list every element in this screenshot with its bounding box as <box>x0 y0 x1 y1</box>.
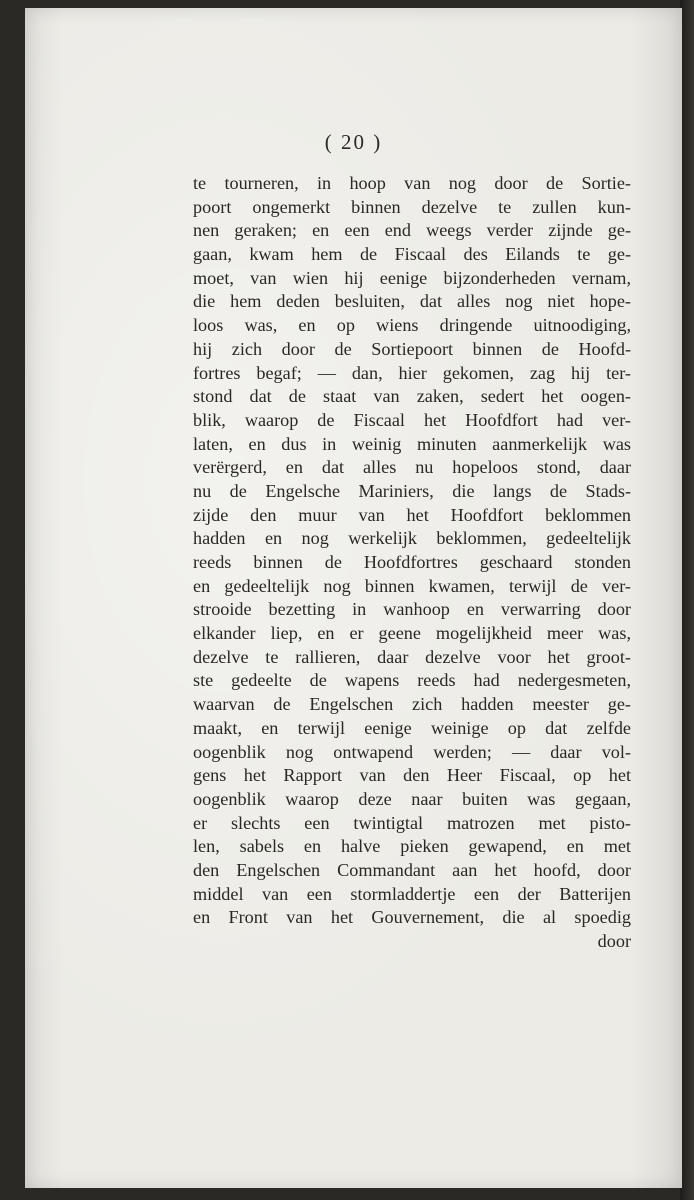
text-line: len, sabels en halve pieken gewapend, en met <box>193 836 631 857</box>
body-text <box>193 172 631 954</box>
text-line: waarvan de Engelschen zich hadden meester ge- <box>193 694 631 715</box>
text-line: die hem deden besluiten, dat alles nog niet hope- <box>193 291 631 312</box>
text-line: en gedeeltelijk nog binnen kwamen, terwijl de ver- <box>193 575 631 596</box>
text-line: nu de Engelsche Mariniers, die langs de Stads- <box>193 480 631 501</box>
text-line: nen geraken; en een end weegs verder zijnde ge- <box>193 220 631 241</box>
text-line: fortres begaf; — dan, hier gekomen, zag hij ter- <box>193 362 631 383</box>
text-line: moet, van wien hij eenige bijzonderheden vernam, <box>193 267 631 288</box>
text-line: blik, waarop de Fiscaal het Hoofdfort had ver- <box>193 409 631 430</box>
text-line: en Front van het Gouvernement, die al spoedig <box>193 907 631 928</box>
text-line: gens het Rapport van den Heer Fiscaal, op het <box>193 765 631 786</box>
book-page <box>25 8 682 1188</box>
text-line: ste gedeelte de wapens reeds had nedergesmeten, <box>193 670 631 691</box>
text-line: hij zich door de Sortiepoort binnen de Hoofd- <box>193 338 631 359</box>
page-number: ( 20 ) <box>324 130 383 154</box>
text-line: oogenblik waarop deze naar buiten was gegaan, <box>193 788 631 809</box>
text-line: poort ongemerkt binnen dezelve te zullen kun- <box>193 196 631 217</box>
text-line: dezelve te rallieren, daar dezelve voor het groot- <box>193 646 631 667</box>
text-line: maakt, en terwijl eenige weinige op dat zelfde <box>193 717 631 738</box>
text-line: gaan, kwam hem de Fiscaal des Eilands te ge- <box>193 244 631 265</box>
text-line: loos was, en op wiens dringende uitnoodiging, <box>193 315 631 336</box>
text-line: oogenblik nog ontwapend werden; — daar vol- <box>193 741 631 762</box>
text-line: elkander liep, en er geene mogelijkheid meer was, <box>193 623 631 644</box>
text-line: te tourneren, in hoop van nog door de Sortie- <box>193 173 631 193</box>
text-line: middel van een stormladdertje een der Batterijen <box>193 883 631 904</box>
scan-background-edge <box>680 0 694 1200</box>
text-line: hadden en nog werkelijk beklommen, gedeeltelijk <box>193 528 631 549</box>
text-line: strooide bezetting in wanhoop en verwarring door <box>193 599 631 620</box>
text-line: den Engelschen Commandant aan het hoofd, door <box>193 859 631 880</box>
catchword: door <box>597 931 631 951</box>
text-line: stond dat de staat van zaken, sedert het oogen- <box>193 386 631 407</box>
text-line: zijde den muur van het Hoofdfort beklommen <box>193 504 631 525</box>
text-line: er slechts een twintigtal matrozen met pisto- <box>193 812 631 833</box>
text-line: laten, en dus in weinig minuten aanmerkelijk was <box>193 433 631 454</box>
text-line: verërgerd, en dat alles nu hopeloos stond, daar <box>193 457 631 478</box>
text-line: reeds binnen de Hoofdfortres geschaard stonden <box>193 552 631 572</box>
